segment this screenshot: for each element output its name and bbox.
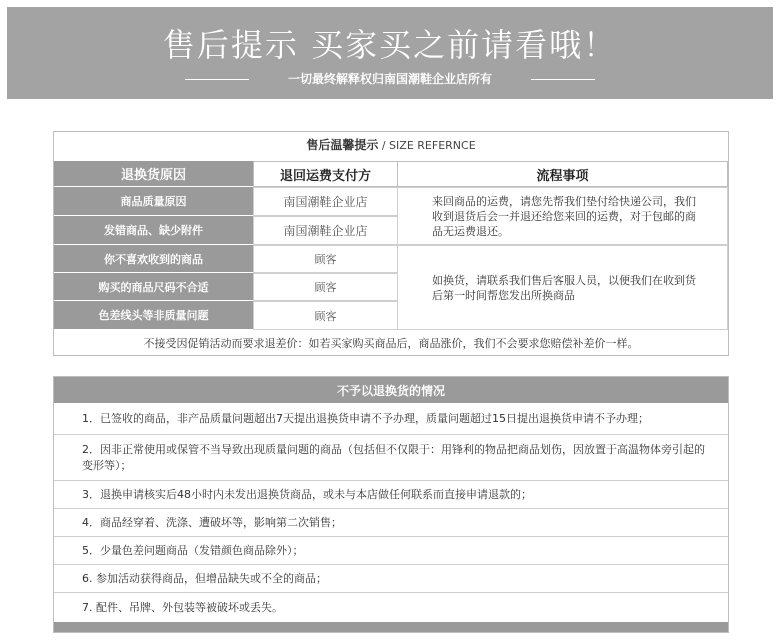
- table2-bottom-bar: [54, 622, 728, 632]
- payer-cell: 南国潮鞋企业店: [253, 216, 398, 245]
- process-note-exchange: [397, 245, 728, 330]
- table1-title-cn: 售后温馨提示: [306, 138, 379, 152]
- payer-cell: 顾客: [253, 273, 398, 301]
- table1-title: [54, 136, 728, 155]
- reason-cell: 商品质量原因: [54, 187, 253, 216]
- price-difference-note: 不接受因促销活动而要求退差价：如若买家购买商品后，商品涨价，我们不会要求您赔偿补差价一样。: [143, 337, 639, 350]
- list-item: 3．退换申请核实后48小时内未发出退换货商品，或未与本店做任何联系而直接申请退款的；: [54, 481, 728, 509]
- payer-cell: 顾客: [253, 301, 398, 330]
- header-process: 流程事项: [397, 161, 728, 187]
- payer-cell: 南国潮鞋企业店: [253, 187, 398, 216]
- process-note-refund-text: 来回商品的运费，请您先帮我们垫付给快递公司，我们收到退货后会一并退还给您来回的运费，对于包邮的商品无运费退还。: [432, 194, 696, 238]
- table2-title: 不予以退换货的情况: [54, 377, 728, 403]
- list-item: 5．少量色差问题商品（发错颜色商品除外）；: [54, 537, 728, 565]
- reason-cell: 购买的商品尺码不合适: [54, 273, 253, 301]
- banner-subtitle: 一切最终解释权归南国潮鞋企业店所有: [287, 72, 492, 86]
- list-item: 7. 配件、吊牌、外包装等被破坏或丢失。: [82, 601, 283, 614]
- process-note-exchange-text: 如换货，请联系我们售后客服人员，以便我们在收到货后第一时间帮您发出所换商品: [432, 273, 696, 302]
- list-item: 6. 参加活动获得商品，但增品缺失或不全的商品；: [54, 565, 728, 593]
- reason-cell: 色差线头等非质量问题: [54, 301, 253, 330]
- payer-cell: 顾客: [253, 245, 398, 273]
- header-reason: 退换货原因: [54, 161, 253, 187]
- header-payer: 退回运费支付方: [253, 161, 398, 187]
- table1-title-en: / SIZE REFERNCE: [378, 139, 476, 152]
- list-item: 4．商品经穿着、洗涤、遭破坏等，影响第二次销售；: [54, 509, 728, 537]
- non-returnable-table: [53, 376, 729, 633]
- header-banner: [7, 7, 773, 99]
- list-item: 2．因非正常使用或保管不当导致出现质量问题的商品（包括但不仅限于：用锋利的物品把商品划伤，因放置于高温物体旁引起的变形等）；: [54, 435, 728, 481]
- reason-cell: 你不喜欢收到的商品: [54, 245, 253, 273]
- banner-title: 售后提示 买家买之前请看哦！: [162, 26, 618, 64]
- reason-cell: 发错商品、缺少附件: [54, 216, 253, 245]
- process-note-refund: [397, 187, 728, 245]
- list-item: 1．已签收的商品，非产品质量问题超出7天提出退换货申请不予办理，质量问题超过15日提出退换货申请不予办理；: [54, 403, 728, 435]
- banner-divider-right: [531, 79, 595, 80]
- after-sale-tips-table: [53, 131, 729, 356]
